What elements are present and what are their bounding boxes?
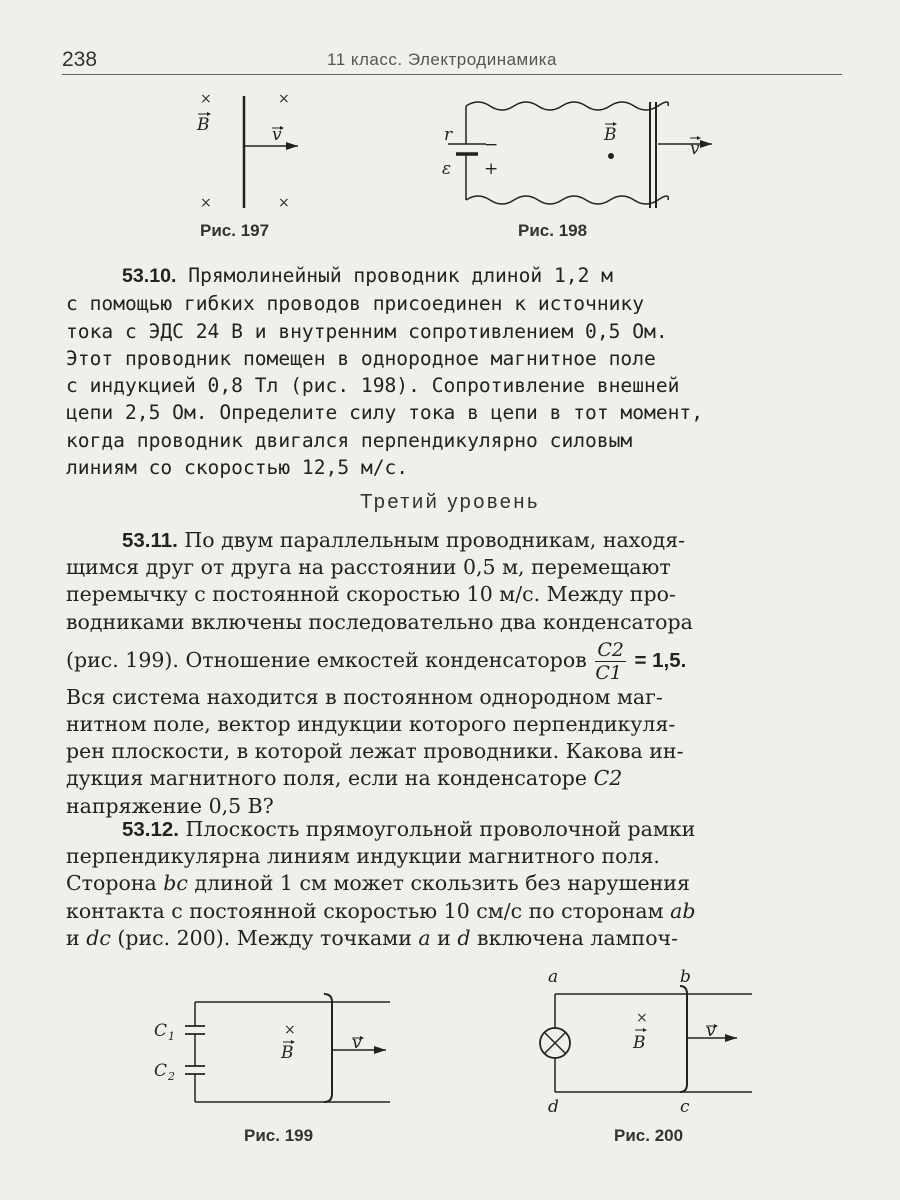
sliding-jumper [324, 994, 332, 1102]
level-heading: Третий уровень [360, 491, 540, 513]
lower-flexible-wire [466, 196, 668, 204]
label-b: B [604, 125, 617, 145]
problem-text-line: с индукцией 0,8 Тл (рис. 198). Сопротивление внешней [66, 374, 680, 398]
label-b: B [197, 115, 210, 135]
ratio-value: = 1,5. [634, 648, 687, 672]
problem-text-line: линиям со скоростью 12,5 м/с. [66, 456, 409, 480]
field-cross: × [278, 195, 290, 211]
label-b: B [281, 1043, 294, 1063]
label-v: v [352, 1033, 362, 1053]
figure-199 [150, 990, 400, 1108]
problem-text-line: когда проводник двигался перпендикулярно силовым [66, 428, 633, 452]
figure-198 [436, 92, 726, 217]
velocity-arrowhead [374, 1046, 386, 1054]
figure-198-diagram [436, 92, 726, 217]
caption-fig-197: Рис. 197 [200, 221, 270, 240]
problem-text-line: Этот проводник помещен в однородное магнитное поле [66, 346, 656, 370]
capacitor-var: C2 [593, 766, 623, 791]
velocity-arrowhead [286, 142, 298, 150]
problem-53-11: 53.11. По двум параллельным проводникам, находя- щимся друг от друга на расстоянии 0,5 м, перемещают перемычку с постоянной скоростью 10 м/с. Между про- водниками включены последовательно два конденсатора (рис. 199). Отношение емкостей конденсаторов $\frac{C2}{C1}$ = 1,5. Вся система находится в постоянном однородном маг- нитном поле, вектор индукции которого перпендикуля- рен плоскости, в которой лежат проводники. Какова ин- дукция магнитного поля, если на конденсаторе C2 напряжение 0,5 В? [66, 528, 693, 818]
problem-text-line: тока с ЭДС 24 В и внутренним сопротивлением 0,5 Ом. [66, 319, 668, 343]
field-cross: × [636, 1010, 648, 1026]
label-b: B [633, 1033, 646, 1053]
field-cross: × [284, 1022, 296, 1038]
label-minus: − [484, 135, 499, 155]
figure-200-diagram [530, 962, 770, 1120]
problem-text-line: Прямолинейный проводник длиной 1,2 м [188, 264, 613, 287]
problem-number: 53.11. [122, 529, 178, 552]
figure-199-diagram [150, 990, 400, 1108]
problem-text-line: цепи 2,5 Ом. Определите силу тока в цепи в тот момент, [66, 401, 704, 425]
label-v: v [690, 139, 700, 159]
velocity-arrowhead [725, 1034, 737, 1042]
capacitance-ratio [595, 639, 626, 684]
ratio-numerator: C2 [597, 638, 624, 661]
problem-number: 53.10. [122, 265, 177, 287]
velocity-arrowhead [700, 140, 712, 148]
label-c2-sub: 2 [168, 1070, 175, 1083]
label-v: v [272, 125, 282, 145]
sliding-side-bc [680, 986, 687, 1092]
label-c: c [680, 1097, 690, 1117]
page-header [62, 44, 842, 75]
caption-fig-198: Рис. 198 [518, 221, 588, 240]
problem-53-10 [66, 262, 844, 481]
label-plus: + [484, 159, 499, 179]
label-d: d [548, 1097, 559, 1117]
field-cross: × [200, 91, 212, 107]
caption-fig-199: Рис. 199 [244, 1126, 314, 1145]
label-r: r [444, 125, 453, 145]
figure-200 [530, 962, 770, 1120]
page-number: 238 [62, 48, 98, 71]
running-title: 11 класс. Электродинамика [327, 50, 558, 69]
figure-197 [190, 88, 300, 213]
ratio-denominator: C1 [595, 661, 622, 684]
label-c1-sub: 1 [168, 1030, 175, 1043]
upper-flexible-wire [466, 102, 668, 110]
caption-fig-200: Рис. 200 [614, 1126, 684, 1145]
field-dot [608, 153, 614, 159]
figure-197-diagram [190, 88, 300, 213]
problem-number: 53.12. [122, 818, 179, 841]
field-cross: × [200, 195, 212, 211]
field-cross: × [278, 91, 290, 107]
label-b-point: b [680, 967, 691, 987]
label-a: a [548, 967, 559, 987]
problem-text-line: с помощью гибких проводов присоединен к источнику [66, 292, 645, 316]
label-emf: ε [442, 159, 452, 179]
label-c1: C [154, 1021, 168, 1041]
problem-53-12: 53.12. Плоскость прямоугольной проволочной рамки перпендикулярна линиям индукции магнитного поля. Сторона bc длиной 1 см может скользить без нарушения контакта с постоянной скоростью 10 см/с по сторонам ab и dc (рис. 200). Между точками a и d включена лампоч- [66, 817, 696, 950]
label-v: v [706, 1021, 716, 1041]
label-c2: C [154, 1061, 168, 1081]
